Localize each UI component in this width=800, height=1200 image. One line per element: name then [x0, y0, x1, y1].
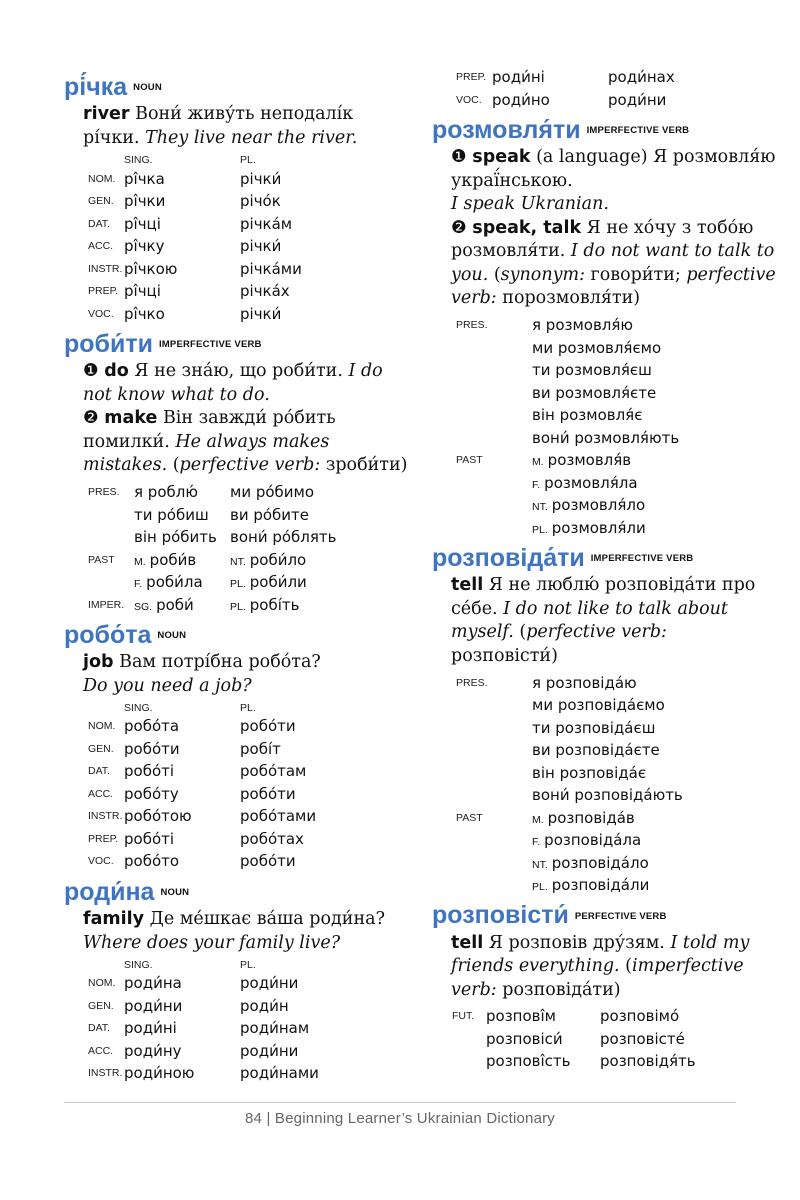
example: Я не хо́чу з тобо́ю розмовля́ти. — [451, 217, 754, 262]
definition — [83, 908, 410, 955]
conj-row: ви розповіда́єте — [532, 741, 660, 760]
case-row: DAT. рі̂чці річка́м — [88, 214, 293, 233]
example: Я розповів дру́зям. — [483, 932, 671, 953]
translation: I speak Ukranian. — [451, 194, 609, 215]
headword: роби́ти — [64, 329, 153, 358]
case-row: INSTR. роди́ною роди́нами — [88, 1064, 319, 1083]
conj-row: PRES. я розповіда́ю — [456, 673, 637, 692]
conj-row: NT. розмовля́ло — [532, 496, 646, 515]
headword: робо́та — [64, 620, 152, 649]
meaning: tell — [451, 575, 484, 596]
part-of-speech: IMPERFECTIVE VERB — [586, 125, 690, 137]
conj-row: FUT. розпові̂м розповімо́ — [452, 1007, 680, 1026]
translation: I told my friends everything. — [451, 932, 750, 977]
conj-row: ми розповіда́ємо — [532, 696, 665, 715]
conj-row: NT. розповіда́ло — [532, 853, 649, 872]
conj-row: F. роби́ла PL. роби́ли — [134, 573, 307, 592]
translation: I do not want to talk to you. — [451, 241, 775, 285]
case-row: ACC. рі̂чку річки́ — [88, 237, 282, 256]
conj-row: ви розмовля́єте — [532, 383, 657, 402]
entry-robota — [64, 620, 410, 873]
book-title: | Beginning Learner’s Ukrainian Dictionary — [262, 1110, 556, 1127]
conj-row: IMPER. SG. роби́ PL. робі́ть — [88, 595, 300, 614]
sense-marker-1: ❶ — [83, 361, 99, 382]
headword: розповісти́ — [432, 901, 569, 930]
page-number: 84 — [244, 1110, 263, 1127]
conj-row: ти розмовля́єш — [532, 361, 652, 380]
conj-row: розпові̂сть розповідя́ть — [486, 1052, 696, 1071]
case-row: GEN. роди́ни роди́н — [88, 996, 289, 1015]
page-footer — [0, 1110, 800, 1127]
part-of-speech: PERFECTIVE VERB — [574, 910, 667, 922]
part-of-speech: IMPERFECTIVE VERB — [590, 553, 694, 565]
translation: He always makes mistakes. — [83, 431, 330, 476]
declension-table — [88, 153, 302, 325]
entry-robyty — [64, 329, 410, 616]
conj-row: він розмовля́є — [532, 406, 643, 425]
meaning: speak — [472, 147, 531, 168]
part-of-speech: NOUN — [133, 82, 162, 94]
case-row: NOM. робо́та робо́ти — [88, 717, 296, 736]
sing-label: SING. — [124, 154, 153, 167]
conj-row: ти ро́биш ви ро́бите — [134, 505, 310, 524]
conj-row: PAST M. розмовля́в — [456, 451, 632, 470]
conj-row: PAST M. роби́в NT. роби́ло — [88, 550, 307, 569]
translation: I do not know what to do. — [83, 361, 383, 405]
case-row: NOM. рі̂чка річки́ — [88, 169, 282, 188]
conj-row: PL. розповіда́ли — [532, 876, 650, 895]
case-row: ACC. робо́ту робо́ти — [88, 784, 296, 803]
case-row: VOC. робо́то робо́ти — [88, 852, 296, 871]
part-of-speech: IMPERFECTIVE VERB — [158, 339, 262, 351]
translation: Where does your family live? — [83, 932, 341, 953]
conj-row: вони́ розмовля́ють — [532, 428, 680, 447]
conj-row: він ро́бить вони́ ро́блять — [134, 528, 337, 547]
case-row: ACC. роди́ну роди́ни — [88, 1041, 299, 1060]
sense-marker-2: ❷ — [83, 408, 99, 429]
part-of-speech: NOUN — [157, 630, 187, 642]
case-row: GEN. рі̂чки річо́к — [88, 192, 281, 211]
meaning: family — [83, 909, 145, 930]
note-word: зроби́ти) — [320, 455, 408, 476]
case-row: DAT. робо́ті робо́там — [88, 762, 307, 781]
example: Де ме́шкає ва́ша роди́на? — [144, 909, 385, 930]
conjugation-table — [88, 481, 336, 616]
case-row: INSTR. рі̂чкою річка́ми — [88, 259, 302, 278]
headword: розповіда́ти — [432, 543, 585, 572]
definition — [83, 103, 410, 150]
translation: I do not like to talk about myself. — [451, 598, 728, 643]
note-label: perfective verb: — [179, 455, 321, 476]
headword: роди́на — [64, 877, 155, 906]
meaning: make — [104, 408, 158, 429]
conjugation-table — [452, 1005, 696, 1073]
conj-row: він розповіда́є — [532, 763, 647, 782]
entry-rozmovlyaty — [432, 115, 778, 539]
meaning: speak, talk — [472, 217, 582, 238]
conj-row: ти розповіда́єш — [532, 718, 656, 737]
entry-rozpovisty — [432, 900, 778, 1072]
footer-divider — [64, 1102, 736, 1103]
entry-rodyna — [64, 877, 410, 1085]
left-column — [64, 68, 410, 1087]
definition: ❶ speak (a language) Я розмовля́ю украї́нською. I speak Ukranian. ❷ speak, talk Я не хо́чу з тобо́ю розмовля́ти. I do not want to talk to you. (synonym: говори́ти; perfective verb: порозмовля́ти) — [451, 147, 776, 309]
conj-row: розповіси́ розповісте́ — [486, 1029, 685, 1048]
case-row: DAT. роди́ні роди́нам — [88, 1019, 310, 1038]
headword: розмовля́ти — [432, 116, 581, 144]
example: Вони́ живу́ть неподалі́к рі́чки. — [83, 104, 354, 148]
conj-row: PAST M. розповіда́в — [456, 808, 635, 827]
conj-row: F. розповіда́ла — [532, 831, 642, 850]
declension-table-continued — [456, 66, 675, 111]
definition: tell Я не люблю́ розповіда́ти про се́бе. I do not like to talk about myself. (perfective verb: розповісти́) — [451, 575, 756, 666]
definition — [83, 651, 410, 698]
headword: рі́чка — [64, 73, 128, 101]
example: Я не люблю́ розповіда́ти про се́бе. — [451, 575, 756, 619]
definition: ❶ do Я не зна́ю, що роби́ти. I do not know what to do. ❷ make Він завжди́ ро́бить помилки́. He always makes mistakes. (perfective verb: зроби́ти) — [83, 361, 408, 476]
case-row: GEN. робо́ти робі́т — [88, 739, 281, 758]
conjugation-table — [456, 671, 683, 896]
entry-richka — [64, 72, 410, 325]
example: Я не зна́ю, що роби́ти. — [128, 361, 349, 382]
case-row: PREP. робо́ті робо́тах — [88, 829, 304, 848]
case-row: NOM. роди́на роди́ни — [88, 974, 299, 993]
entry-rozpovidaty — [432, 543, 778, 896]
conj-row: ми розмовля́ємо — [532, 338, 662, 357]
case-row: PREP. рі̂чці річка́х — [88, 282, 290, 301]
conj-row: PRES. я роблю́ ми ро́бимо — [88, 483, 315, 502]
meaning: river — [83, 104, 130, 125]
meaning: do — [104, 361, 129, 382]
conjugation-table — [456, 314, 679, 539]
translation: Do you need a job? — [83, 675, 252, 696]
case-row: INSTR. робо́тою робо́тами — [88, 807, 317, 826]
translation: They live near the river. — [145, 127, 358, 148]
case-row: PREP. роди́ні роди́нах — [456, 68, 675, 87]
example: Вам потрі́бна робо́та? — [113, 652, 321, 673]
declension-table: SING. PL. NOM. роди́на роди́ни GEN. роди́ни роди́н DAT. роди́ні роди́нам ACC. роди́ну роди́ни INSTR. роди́ною роди́нами — [88, 958, 319, 1085]
example: Він завжди́ ро́бить помилки́. — [83, 408, 336, 452]
declension-table: SING. PL. NOM. робо́та робо́ти GEN. робо́ти робі́т DAT. робо́ті робо́там ACC. робо́ту робо́ти INSTR. робо́тою робо́тами PREP. робо́ті робо́тах VOC. робо́то робо́ти — [88, 701, 316, 873]
case-row: VOC. роди́но роди́ни — [456, 90, 667, 109]
part-of-speech: NOUN — [160, 887, 190, 899]
pl-label: PL. — [240, 154, 256, 167]
conj-row: PL. розмовля́ли — [532, 518, 646, 537]
example: Я розмовля́ю украї́нською. — [451, 147, 776, 191]
conj-row: PRES. я розмовля́ю — [456, 316, 634, 335]
definition: tell Я розповів дру́зям. I told my friends everything. (imperfective verb: розповіда́ти) — [451, 932, 750, 1000]
meaning: tell — [451, 932, 484, 953]
conj-row: F. розмовля́ла — [532, 473, 638, 492]
case-row: VOC. рі̂чко річки́ — [88, 304, 282, 323]
right-column — [432, 66, 778, 1075]
conj-row: вони́ розповіда́ють — [532, 786, 683, 805]
meaning: job — [83, 652, 114, 673]
